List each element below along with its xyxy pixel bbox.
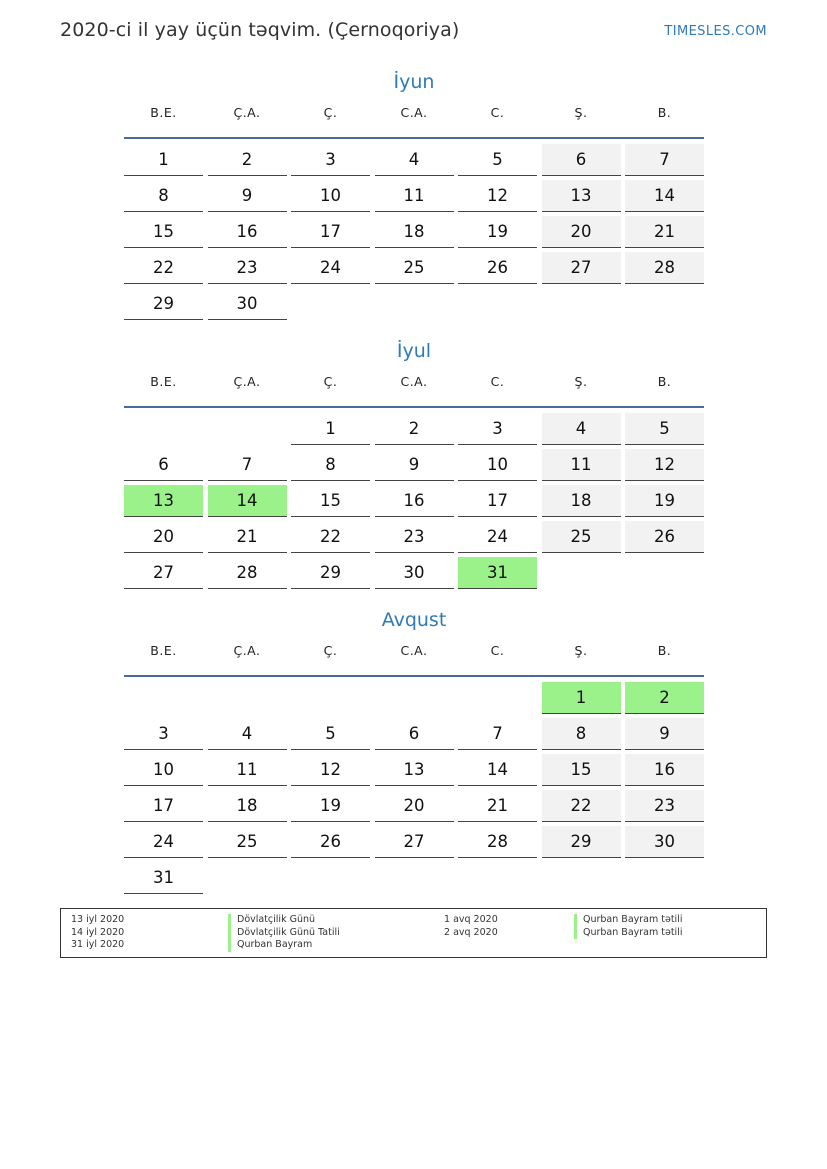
day-cell: 24 (458, 521, 537, 553)
brand-logo[interactable]: TIMESLES.COM (664, 24, 767, 39)
holiday-day-cell: 1 (542, 682, 621, 714)
day-cell: 3 (291, 144, 370, 176)
day-cell: 26 (291, 826, 370, 858)
day-cell: 7 (625, 144, 704, 176)
day-cell: 30 (375, 557, 454, 589)
day-grid (124, 144, 704, 320)
day-cell: 16 (375, 485, 454, 517)
day-cell: 28 (625, 252, 704, 284)
empty-cell (208, 682, 287, 714)
day-cell: 31 (124, 862, 203, 894)
day-cell: 7 (208, 449, 287, 481)
month-june (124, 68, 704, 320)
day-cell: 10 (291, 180, 370, 212)
day-cell: 4 (208, 718, 287, 750)
day-cell: 5 (625, 413, 704, 445)
legend-holiday-name: Dövlatçilik Günü (228, 914, 340, 927)
day-cell: 20 (542, 216, 621, 248)
day-cell: 23 (625, 790, 704, 822)
day-cell: 6 (375, 718, 454, 750)
day-cell: 29 (291, 557, 370, 589)
day-cell: 4 (375, 144, 454, 176)
empty-cell (291, 682, 370, 714)
legend-names-right (574, 914, 682, 939)
empty-cell (124, 682, 203, 714)
weekday-label: B.E. (150, 643, 177, 658)
day-cell: 1 (124, 144, 203, 176)
weekday-label: Ç. (323, 105, 338, 120)
day-cell: 12 (458, 180, 537, 212)
empty-cell (208, 413, 287, 445)
day-cell: 10 (124, 754, 203, 786)
weekday-label: Ç.A. (233, 105, 261, 120)
day-cell: 2 (375, 413, 454, 445)
day-cell: 24 (291, 252, 370, 284)
weekday-header (124, 634, 704, 677)
day-cell: 16 (625, 754, 704, 786)
day-cell: 2 (208, 144, 287, 176)
day-cell: 11 (542, 449, 621, 481)
day-cell: 23 (208, 252, 287, 284)
day-cell: 11 (375, 180, 454, 212)
day-cell: 21 (208, 521, 287, 553)
weekday-label: C. (490, 105, 505, 120)
legend-date: 14 iyl 2020 (71, 926, 125, 938)
holiday-legend (60, 908, 767, 958)
day-cell: 26 (458, 252, 537, 284)
day-cell: 21 (458, 790, 537, 822)
weekday-label: C.A. (400, 643, 428, 658)
empty-cell (458, 682, 537, 714)
day-cell: 27 (124, 557, 203, 589)
legend-holiday-name: Qurban Bayram (228, 939, 340, 952)
weekday-label: Ç. (323, 374, 338, 389)
day-cell: 19 (458, 216, 537, 248)
page-title: 2020-ci il yay üçün təqvim. (Çernoqoriya) (60, 19, 460, 41)
day-cell: 9 (625, 718, 704, 750)
weekday-label: Ş. (574, 643, 588, 658)
day-cell: 14 (458, 754, 537, 786)
day-cell: 25 (208, 826, 287, 858)
day-cell: 17 (458, 485, 537, 517)
day-cell: 16 (208, 216, 287, 248)
day-grid (124, 413, 704, 589)
day-cell: 9 (208, 180, 287, 212)
day-cell: 15 (291, 485, 370, 517)
day-cell: 20 (375, 790, 454, 822)
day-cell: 9 (375, 449, 454, 481)
month-title: Avqust (381, 609, 447, 631)
empty-cell (375, 682, 454, 714)
day-cell: 12 (625, 449, 704, 481)
weekday-label: Ç.A. (233, 374, 261, 389)
day-cell: 26 (625, 521, 704, 553)
day-cell: 11 (208, 754, 287, 786)
day-cell: 15 (124, 216, 203, 248)
legend-dates-right (444, 914, 498, 939)
legend-date: 1 avq 2020 (444, 914, 498, 925)
day-cell: 3 (458, 413, 537, 445)
day-cell: 8 (542, 718, 621, 750)
month-title: İyul (396, 340, 432, 362)
holiday-day-cell: 2 (625, 682, 704, 714)
day-cell: 28 (208, 557, 287, 589)
day-cell: 7 (458, 718, 537, 750)
day-cell: 6 (124, 449, 203, 481)
day-cell: 14 (625, 180, 704, 212)
weekday-label: B. (657, 105, 672, 120)
day-cell: 25 (542, 521, 621, 553)
day-cell: 5 (458, 144, 537, 176)
weekday-label: Ş. (574, 374, 588, 389)
weekday-label: C.A. (400, 374, 428, 389)
day-cell: 18 (208, 790, 287, 822)
day-cell: 22 (124, 252, 203, 284)
empty-cell (124, 413, 203, 445)
weekday-header (124, 96, 704, 139)
holiday-day-cell: 13 (124, 485, 203, 517)
day-cell: 30 (208, 288, 287, 320)
month-title: İyun (393, 71, 435, 93)
legend-dates-left (71, 914, 124, 952)
day-cell: 5 (291, 718, 370, 750)
day-cell: 29 (124, 288, 203, 320)
month-july (124, 337, 704, 589)
day-cell: 27 (542, 252, 621, 284)
weekday-label: Ş. (574, 105, 588, 120)
legend-holiday-name: Qurban Bayram tətili (574, 914, 682, 927)
day-cell: 28 (458, 826, 537, 858)
day-cell: 15 (542, 754, 621, 786)
day-cell: 13 (375, 754, 454, 786)
weekday-label: B.E. (150, 374, 177, 389)
legend-date: 31 iyl 2020 (71, 939, 125, 950)
legend-holiday-name: Dövlatçilik Günü Tatili (228, 927, 340, 940)
holiday-day-cell: 14 (208, 485, 287, 517)
weekday-label: C. (490, 643, 505, 658)
day-cell: 21 (625, 216, 704, 248)
day-cell: 29 (542, 826, 621, 858)
day-cell: 17 (124, 790, 203, 822)
month-august (124, 606, 704, 894)
legend-holiday-name: Qurban Bayram tətili (574, 927, 682, 940)
day-cell: 24 (124, 826, 203, 858)
legend-date: 13 iyl 2020 (71, 914, 125, 925)
day-cell: 17 (291, 216, 370, 248)
weekday-label: B.E. (150, 105, 177, 120)
day-cell: 19 (625, 485, 704, 517)
day-cell: 13 (542, 180, 621, 212)
day-cell: 4 (542, 413, 621, 445)
weekday-label: B. (657, 643, 672, 658)
weekday-label: Ç.A. (233, 643, 261, 658)
day-cell: 6 (542, 144, 621, 176)
day-cell: 18 (542, 485, 621, 517)
day-cell: 22 (291, 521, 370, 553)
day-cell: 1 (291, 413, 370, 445)
day-cell: 8 (291, 449, 370, 481)
holiday-day-cell: 31 (458, 557, 537, 589)
day-cell: 19 (291, 790, 370, 822)
weekday-label: B. (657, 374, 672, 389)
legend-names-left (228, 914, 340, 952)
weekday-label: C.A. (400, 105, 428, 120)
day-cell: 23 (375, 521, 454, 553)
legend-date: 2 avq 2020 (444, 926, 498, 938)
day-grid (124, 682, 704, 894)
day-cell: 30 (625, 826, 704, 858)
weekday-header (124, 365, 704, 408)
day-cell: 10 (458, 449, 537, 481)
day-cell: 3 (124, 718, 203, 750)
day-cell: 18 (375, 216, 454, 248)
day-cell: 22 (542, 790, 621, 822)
weekday-label: C. (490, 374, 505, 389)
day-cell: 8 (124, 180, 203, 212)
day-cell: 20 (124, 521, 203, 553)
day-cell: 27 (375, 826, 454, 858)
day-cell: 25 (375, 252, 454, 284)
weekday-label: Ç. (323, 643, 338, 658)
day-cell: 12 (291, 754, 370, 786)
